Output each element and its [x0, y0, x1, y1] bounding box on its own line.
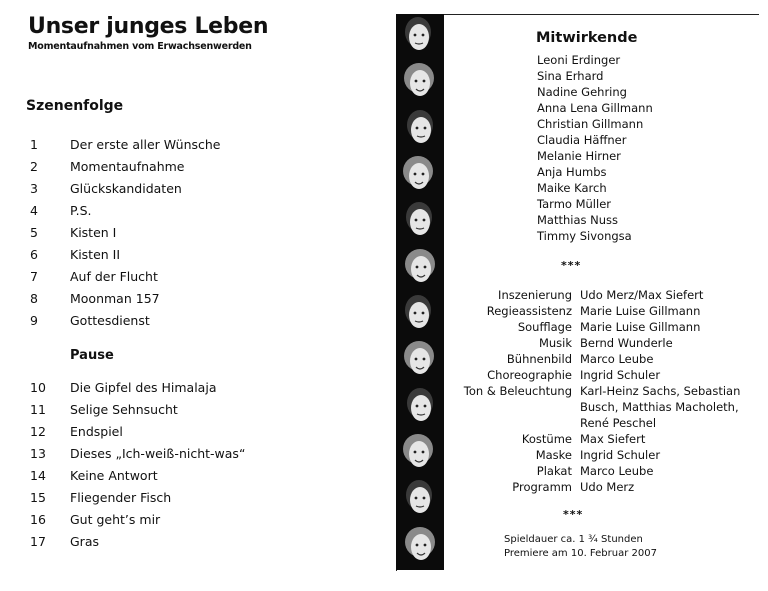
scene-title: P.S.: [70, 203, 92, 218]
cast-member: Tarmo Müller: [537, 197, 611, 211]
credit-role: Ton & Beleuchtung: [463, 384, 572, 398]
scene-title: Gut geht’s mir: [70, 512, 161, 527]
portrait-photo: [400, 478, 440, 522]
credit-name: Ingrid Schuler: [580, 448, 661, 462]
credit-name-continued: Busch, Matthias Macholeth,: [580, 400, 739, 414]
scene-title: Kisten II: [70, 247, 121, 262]
scene-number: 8: [30, 291, 38, 306]
scene-number: 12: [30, 424, 46, 439]
credit-name: Bernd Wunderle: [580, 336, 673, 350]
scene-number: 15: [30, 490, 46, 505]
credit-name: Marco Leube: [580, 352, 654, 366]
credit-name: Marie Luise Gillmann: [580, 320, 701, 334]
scene-number: 5: [30, 225, 38, 240]
scene-number: 3: [30, 181, 38, 196]
credit-role: Programm: [512, 480, 572, 494]
scene-title: Glückskandidaten: [70, 181, 182, 196]
cast-member: Melanie Hirner: [537, 149, 621, 163]
scene-title: Moonman 157: [70, 291, 160, 306]
scene-title: Endspiel: [70, 424, 123, 439]
portrait-photo: [400, 15, 440, 59]
credit-name: Max Siefert: [580, 432, 646, 446]
cast-member: Sina Erhard: [537, 69, 604, 83]
credit-role: Plakat: [536, 464, 572, 478]
scene-title: Selige Sehnsucht: [70, 402, 178, 417]
cast-member: Anja Humbs: [537, 165, 607, 179]
scene-number: 1: [30, 137, 38, 152]
cast-heading: Mitwirkende: [536, 30, 638, 46]
cast-member: Maike Karch: [537, 181, 607, 195]
portrait-photo: [400, 61, 440, 105]
credit-name-continued: René Peschel: [580, 416, 657, 430]
credit-role: Regieassistenz: [486, 304, 572, 318]
cast-member: Christian Gillmann: [537, 117, 644, 131]
scene-title: Kisten I: [70, 225, 117, 240]
scene-number: 2: [30, 159, 38, 174]
portrait-photo: [400, 293, 440, 337]
cast-member: Anna Lena Gillmann: [537, 101, 653, 115]
premiere-line: Premiere am 10. Februar 2007: [504, 548, 657, 559]
scene-number: 10: [30, 380, 46, 395]
scene-title: Keine Antwort: [70, 468, 158, 483]
credit-role: Inszenierung: [498, 288, 572, 302]
scene-title: Dieses „Ich-weiß-nicht-was“: [70, 446, 246, 461]
credit-name: Udo Merz: [580, 480, 635, 494]
cast-member: Claudia Häffner: [537, 133, 627, 147]
scenes-heading: Szenenfolge: [26, 98, 124, 114]
scene-number: 16: [30, 512, 46, 527]
scene-number: 11: [30, 402, 46, 417]
duration-line: Spieldauer ca. 1 ¾ Stunden: [504, 534, 643, 545]
cast-member: Leoni Erdinger: [537, 53, 621, 67]
scene-number: 7: [30, 269, 38, 284]
scene-title: Gottesdienst: [70, 313, 150, 328]
credit-name: Karl-Heinz Sachs, Sebastian: [580, 384, 741, 398]
portrait-photo: [400, 339, 440, 383]
separator-stars: ***: [563, 508, 584, 521]
credit-role: Soufflage: [517, 320, 572, 334]
portrait-photo: [400, 247, 440, 291]
program-subtitle: Momentaufnahmen vom Erwachsenwerden: [28, 41, 252, 52]
scene-number: 4: [30, 203, 38, 218]
cast-member: Matthias Nuss: [537, 213, 619, 227]
portrait-photo: [400, 154, 440, 198]
scene-number: 6: [30, 247, 38, 262]
scene-title: Auf der Flucht: [70, 269, 158, 284]
portrait-photo: [400, 108, 440, 152]
pause-label: Pause: [70, 348, 114, 363]
scene-number: 13: [30, 446, 46, 461]
scene-title: Die Gipfel des Himalaja: [70, 380, 217, 395]
credit-name: Udo Merz/Max Siefert: [580, 288, 704, 302]
portrait-photo: [400, 432, 440, 476]
credit-role: Kostüme: [521, 432, 572, 446]
scene-title: Momentaufnahme: [70, 159, 185, 174]
credit-name: Ingrid Schuler: [580, 368, 661, 382]
scene-number: 14: [30, 468, 46, 483]
portrait-photo: [400, 386, 440, 430]
cast-member: Timmy Sivongsa: [537, 229, 632, 243]
credit-role: Maske: [535, 448, 572, 462]
credit-role: Choreographie: [487, 368, 572, 382]
credit-role: Bühnenbild: [506, 352, 572, 366]
portrait-photo: [400, 525, 440, 569]
scene-title: Der erste aller Wünsche: [70, 137, 221, 152]
scene-number: 17: [30, 534, 46, 549]
separator-stars: ***: [561, 259, 582, 272]
portrait-strip: [396, 14, 444, 570]
credit-role: Musik: [538, 336, 572, 350]
credit-name: Marie Luise Gillmann: [580, 304, 701, 318]
portrait-photo: [400, 200, 440, 244]
credit-name: Marco Leube: [580, 464, 654, 478]
scene-title: Fliegender Fisch: [70, 490, 172, 505]
scene-number: 9: [30, 313, 38, 328]
cast-member: Nadine Gehring: [537, 85, 627, 99]
program-title: Unser junges Leben: [28, 14, 269, 39]
scene-title: Gras: [70, 534, 99, 549]
